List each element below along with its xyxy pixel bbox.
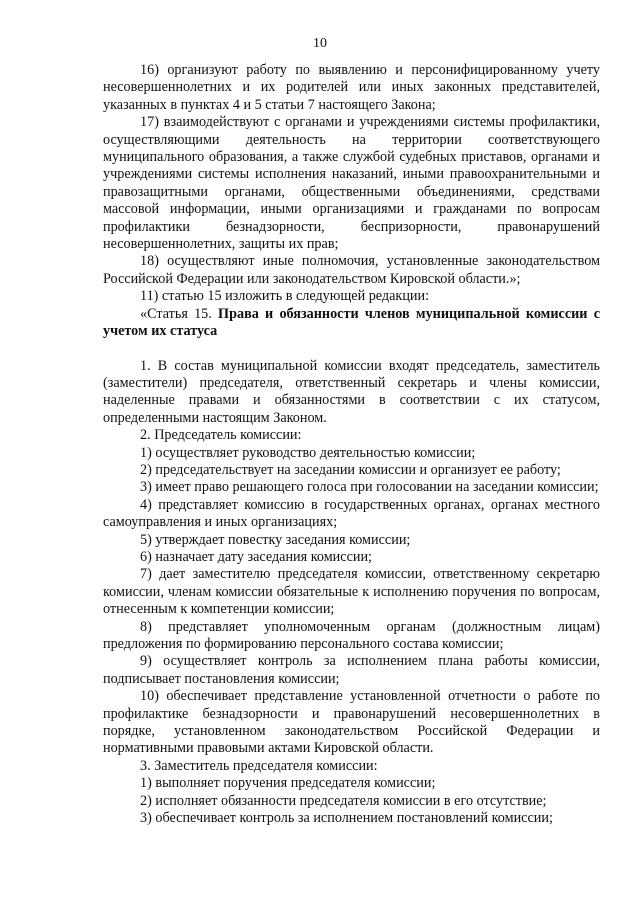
paragraph-item-17: 17) взаимодействуют с органами и учреждениями системы профилактики, осуществляющими деятельность на территории соответствующего муниципального образования, а также службой судебных приставов, органами и учреждениями системы исполнения наказаний, иными правоохранительными и правозащитными органами, общественными объединениями, средствами массовой информации, иными организациями и гражданами по вопросам профилактики безнадзорности, беспризорности, правонарушений несовершеннолетних, защиты их прав; [103,114,600,253]
page-number: 10 [313,36,327,51]
paragraph-item-16: 16) организуют работу по выявлению и персонифицированному учету несовершеннолетних и их родителей или иных законных представителей, указанных в пунктах 4 и 5 статьи 7 настоящего Закона; [103,62,600,113]
article-heading-title: Права и обязанности членов муниципальной комиссии с учетом их статуса [103,305,600,340]
chair-duty-10: 10) обеспечивает представление установленной отчетности о работе по профилактике безнадзорности и правонарушений несовершеннолетних в порядке, установленном законодательством Российской Федерации и нормативными правовыми актами Кировской области. [103,688,600,757]
chair-duty-7: 7) дает заместителю председателя комиссии, ответственному секретарю комиссии, членам комиссии обязательные к исполнению поручения по вопросам, отнесенным к компетенции комиссии; [103,566,600,618]
deputy-duty-1: 1) выполняет поручения председателя комиссии; [140,775,436,792]
article-heading [103,306,600,341]
chair-duty-8: 8) представляет уполномоченным органам (должностным лицам) предложения по формированию персонального состава комиссии; [103,618,600,652]
article-heading-prefix: «Статья 15. [140,305,219,322]
chair-duty-6: 6) назначает дату заседания комиссии; [140,548,372,565]
chair-duty-5: 5) утверждает повестку заседания комиссии; [140,531,411,548]
chair-duty-9: 9) осуществляет контроль за исполнением плана работы комиссии, подписывает постановления комиссии; [103,653,600,687]
deputy-duty-3: 3) обеспечивает контроль за исполнением постановлений комиссии; [140,810,553,827]
paragraph-amendment-11: 11) статью 15 изложить в следующей редакции: [140,288,430,305]
chair-duty-4: 4) представляет комиссию в государственных органах, органах местного самоуправления и иных организациях; [103,496,600,531]
article-part-2: 2. Председатель комиссии: [140,427,302,444]
chair-duty-3: 3) имеет право решающего голоса при голосовании на заседании комиссии; [140,479,599,496]
article-part-1: 1. В состав муниципальной комиссии входят председатель, заместитель (заместители) председателя, ответственный секретарь и члены комиссии, наделенные правами и обязанностями в соответствии с их статусом, определенными настоящим Законом. [103,357,600,426]
chair-duty-2: 2) председательствует на заседании комиссии и организует ее работу; [140,461,561,478]
article-part-3: 3. Заместитель председателя комиссии: [140,757,378,774]
chair-duty-1: 1) осуществляет руководство деятельностью комиссии; [140,444,476,461]
paragraph-item-18: 18) осуществляют иные полномочия, установленные законодательством Российской Федерации или законодательством Кировской области.»; [103,253,600,287]
deputy-duty-2: 2) исполняет обязанности председателя комиссии в его отсутствие; [140,792,547,809]
document-body [103,62,600,827]
